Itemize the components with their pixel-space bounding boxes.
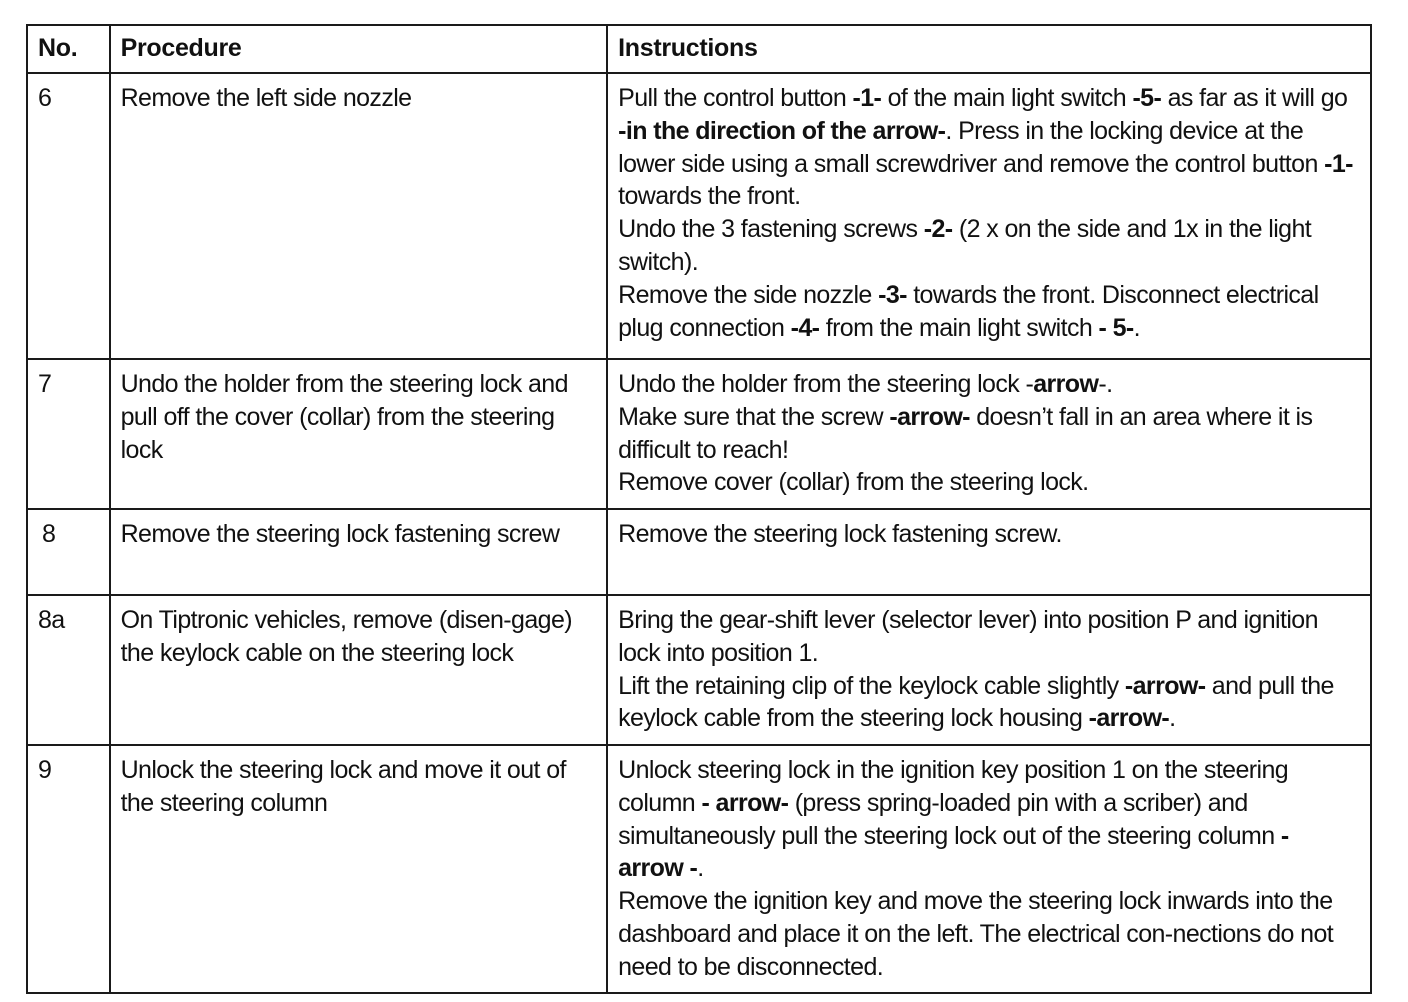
instruction-text: .: [697, 854, 704, 883]
table-row: [27, 745, 1371, 993]
instruction-text: Bring the gear-shift lever (selector lever) into position P and ignition lock into position 1.: [618, 606, 1318, 667]
bold-reference: -1-: [1324, 149, 1353, 178]
instruction-text: Remove the steering lock fastening screw.: [618, 520, 1062, 548]
instruction-text: -.: [1098, 370, 1113, 398]
header-instructions: Instructions: [607, 25, 1371, 73]
instruction-text: Unlock steering lock in the ignition key position 1 on the steering column: [618, 756, 1289, 817]
procedure-text: Remove the steering lock fastening screw: [110, 509, 608, 595]
bold-reference: -4-: [790, 313, 820, 342]
instruction-paragraph: [618, 279, 1360, 345]
instruction-text: doesn’t fall in an area where it is difficult to reach!: [618, 402, 1313, 464]
procedure-text: On Tiptronic vehicles, remove (disen-gage) the keylock cable on the steering lock: [110, 595, 608, 745]
instruction-paragraph: [618, 213, 1360, 279]
bold-reference: -arrow-: [1124, 671, 1206, 700]
instructions-text: [607, 745, 1371, 993]
step-number: 7: [27, 359, 110, 509]
instruction-text: (press spring-loaded pin with a scriber) and simultaneously pull the steering lock out of the steering column: [618, 788, 1281, 850]
bold-reference: -1-: [852, 84, 882, 112]
table-row: [27, 595, 1371, 745]
procedure-text: Undo the holder from the steering lock and pull off the cover (collar) from the steering lock: [110, 359, 608, 509]
instruction-paragraph: [618, 670, 1360, 736]
table-row: [27, 509, 1371, 595]
bold-reference: -2-: [923, 215, 953, 244]
instruction-text: (2 x on the side and 1x in the light switch).: [618, 215, 1312, 276]
bold-reference: -in the direction of the arrow-: [618, 116, 946, 145]
table-body: [27, 73, 1371, 993]
header-no: No.: [27, 25, 110, 73]
table-header: [27, 25, 1371, 73]
procedure-text: Unlock the steering lock and move it out of the steering column: [110, 745, 608, 993]
step-number: 6: [27, 73, 110, 359]
instructions-text: [607, 359, 1371, 509]
instruction-paragraph: [618, 466, 1360, 499]
instruction-text: from the main light switch: [819, 313, 1099, 342]
procedure-text: Remove the left side nozzle: [110, 73, 608, 359]
instruction-text: Undo the holder from the steering lock -: [618, 370, 1034, 398]
instruction-paragraph: [618, 885, 1360, 983]
instruction-text: Remove the ignition key and move the steering lock inwards into the dashboard and place it on the left. The electrical con-nections do not need to be disconnected.: [618, 887, 1334, 981]
procedure-table: [26, 24, 1372, 994]
instruction-text: towards the front.: [618, 182, 801, 211]
instruction-paragraph: [618, 518, 1360, 551]
bold-reference: -arrow-: [1088, 704, 1170, 733]
instruction-text: towards the front. Disconnect electrical plug connection: [618, 280, 1319, 342]
instruction-text: Remove cover (collar) from the steering lock.: [618, 468, 1089, 497]
bold-reference: - arrow-: [701, 788, 789, 817]
instruction-paragraph: [618, 401, 1360, 467]
instruction-paragraph: [618, 368, 1360, 401]
instruction-text: Pull the control button: [618, 84, 853, 112]
instruction-text: Remove the side nozzle: [618, 280, 879, 309]
header-procedure: Procedure: [110, 25, 608, 73]
instructions-text: [607, 509, 1371, 595]
instruction-text: and pull the keylock cable from the steering lock housing: [618, 671, 1334, 733]
bold-reference: -5-: [1132, 84, 1162, 112]
instructions-text: [607, 73, 1371, 359]
instruction-text: as far as it will go: [1161, 84, 1348, 112]
bold-reference: - arrow -: [618, 821, 1289, 883]
step-number: 8a: [27, 595, 110, 745]
header-row: [27, 25, 1371, 73]
bold-reference: arrow: [1033, 370, 1099, 398]
instruction-text: Lift the retaining clip of the keylock cable slightly: [618, 671, 1125, 700]
instruction-paragraph: [618, 604, 1360, 670]
step-number: 8: [27, 509, 110, 595]
instruction-paragraph: [618, 754, 1360, 885]
instruction-paragraph: [618, 82, 1360, 213]
bold-reference: -3-: [878, 280, 907, 309]
table-row: [27, 359, 1371, 509]
table-row: [27, 73, 1371, 359]
instruction-text: . Press in the locking device at the lower side using a small screwdriver and remove the control button: [618, 116, 1325, 178]
instruction-text: Make sure that the screw: [618, 402, 890, 431]
bold-reference: -arrow-: [889, 402, 970, 431]
instruction-text: of the main light switch: [881, 84, 1133, 112]
step-number: 9: [27, 745, 110, 993]
instructions-text: [607, 595, 1371, 745]
bold-reference: - 5-: [1098, 313, 1134, 342]
instruction-text: .: [1133, 313, 1140, 342]
instruction-text: Undo the 3 fastening screws: [618, 215, 924, 244]
instruction-text: .: [1169, 704, 1176, 733]
